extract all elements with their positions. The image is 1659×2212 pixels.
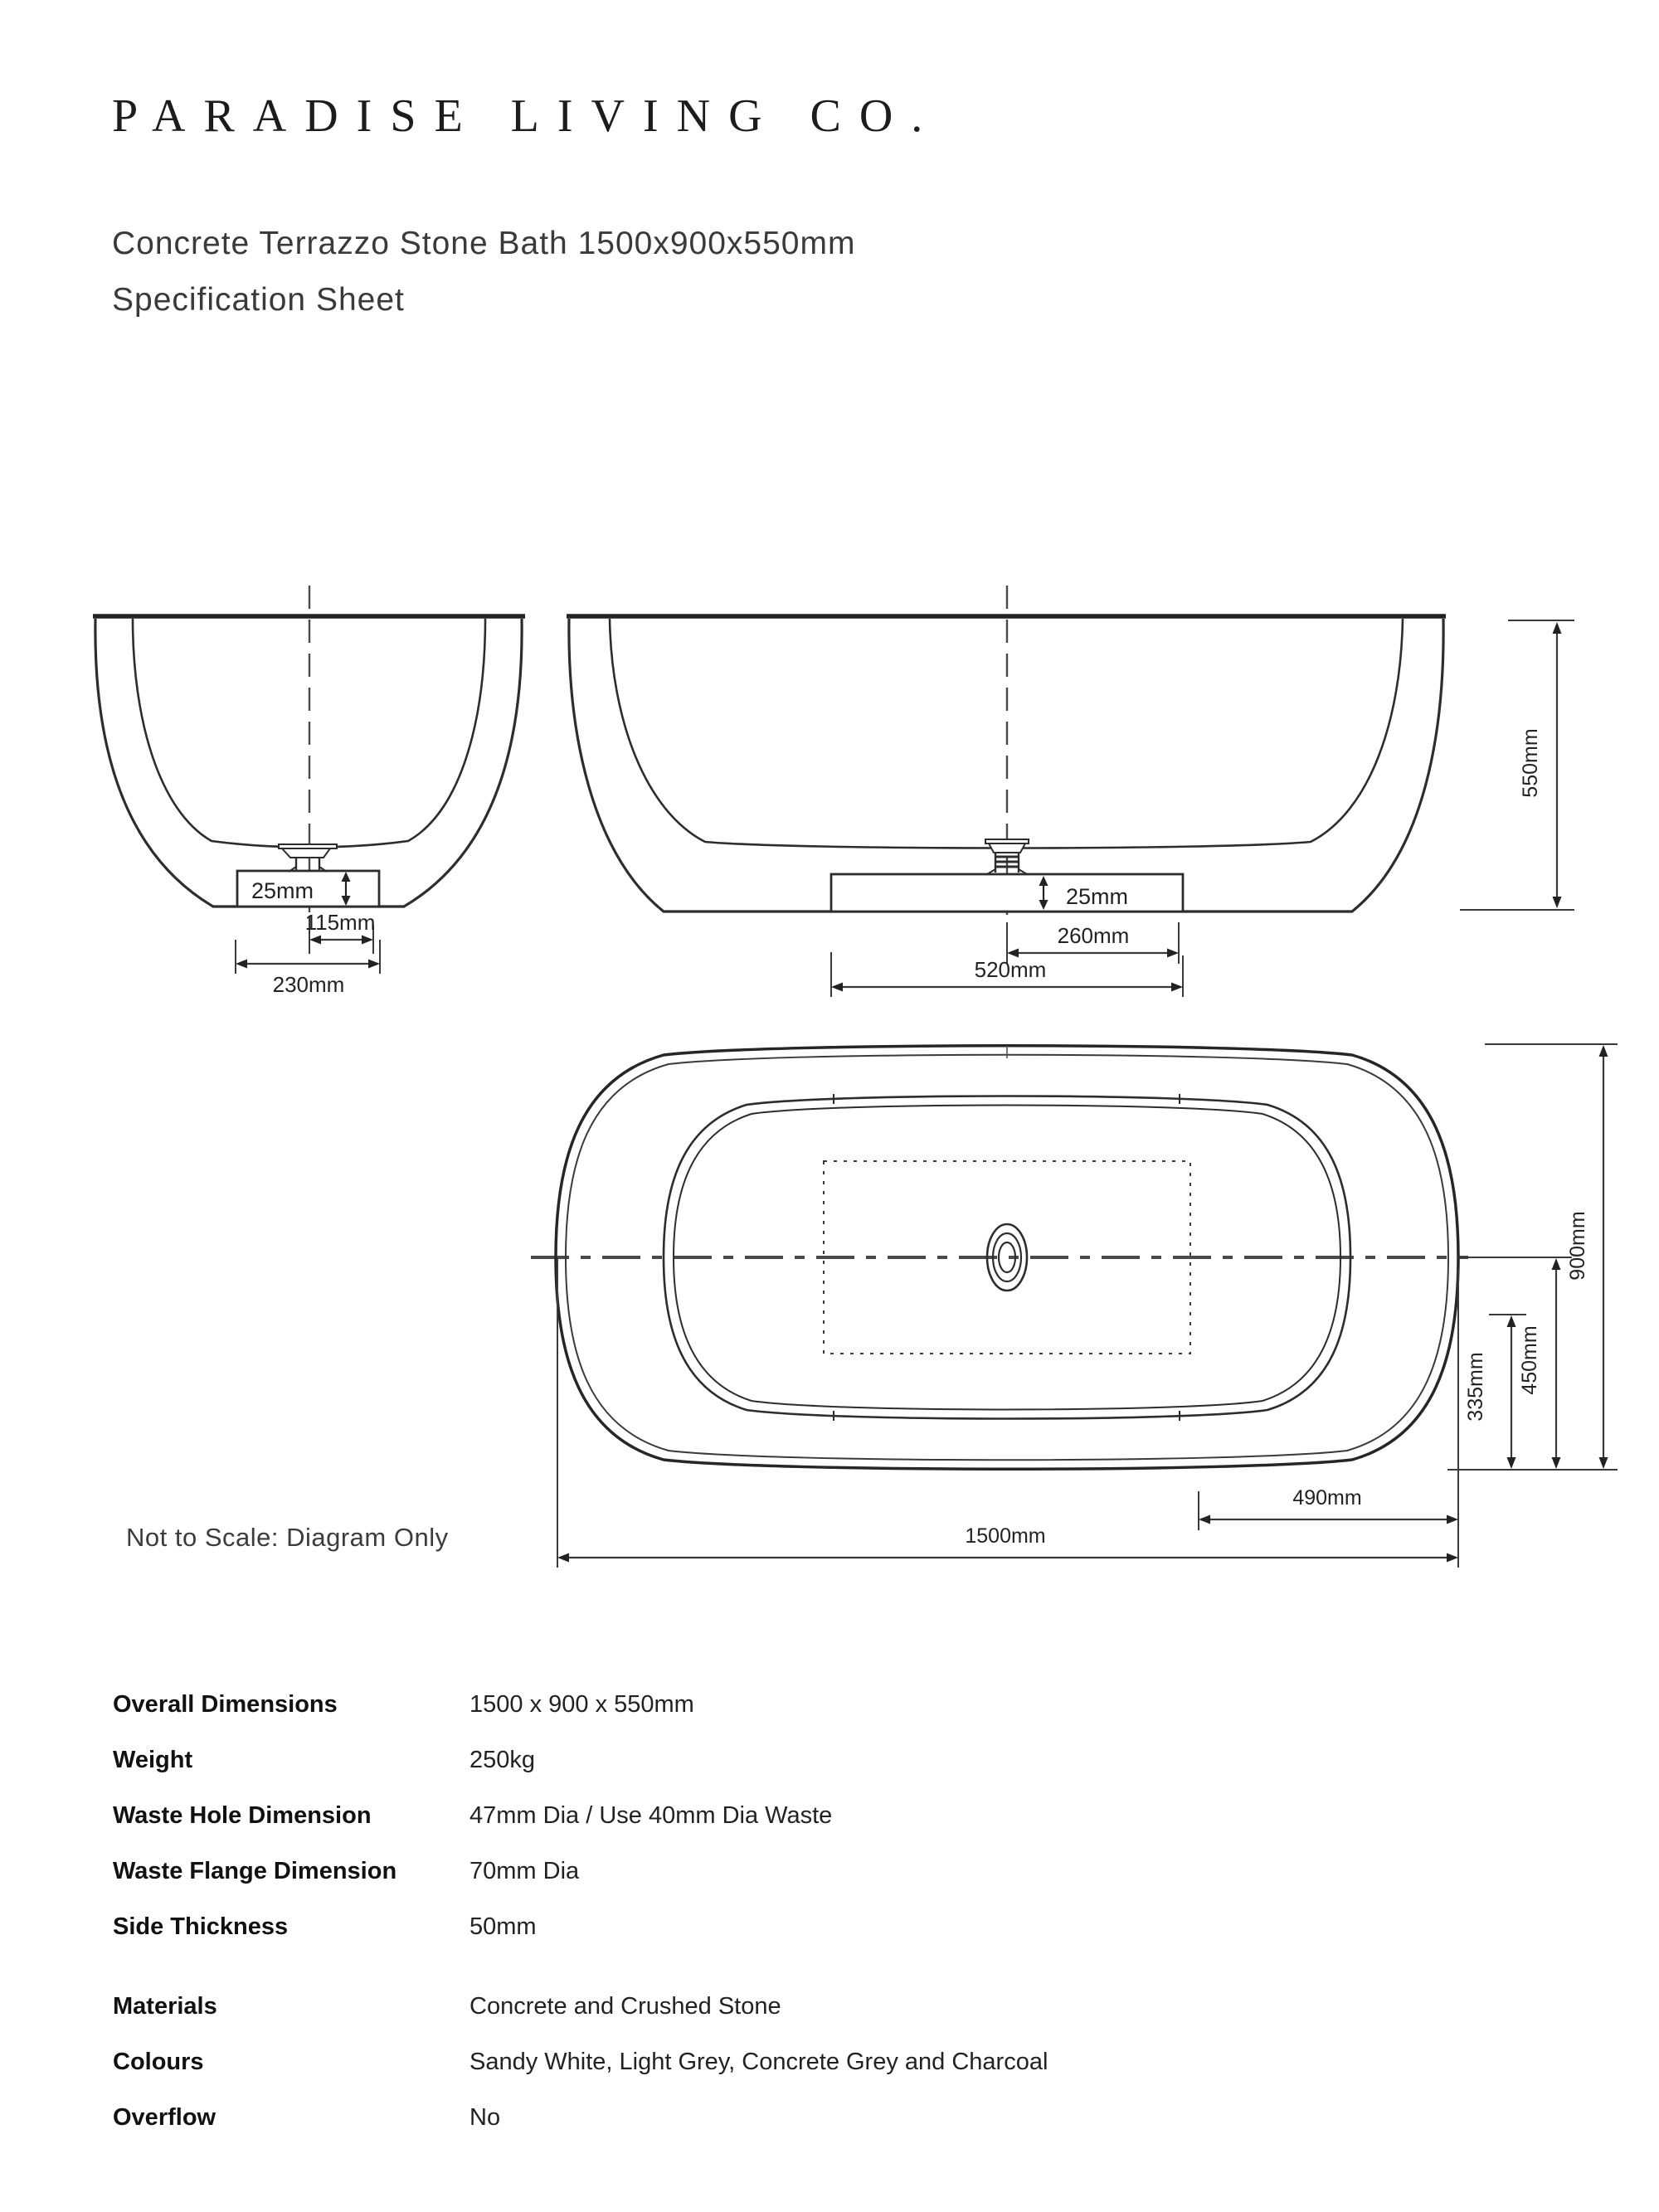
spec-row-weight [113,1733,1357,1788]
side-view-plinth [831,874,1183,912]
spec-label: Materials [113,1993,217,2020]
side-view-plinth-width-label: 520mm [974,957,1047,982]
end-view-waste-offset-dim [305,910,376,954]
end-view-waste-drain [279,844,337,872]
spec-value: 47mm Dia / Use 40mm Dia Waste [469,1802,833,1829]
spec-row-colours [113,2035,1357,2090]
plan-view-length-dim [557,1257,1458,1568]
spec-label: Weight [113,1747,193,1773]
sheet-title: Specification Sheet [112,282,405,318]
end-view-waste-offset-label: 115mm [304,910,376,935]
spec-label: Colours [113,2049,204,2075]
spec-table [113,1677,1357,2146]
side-view-waste-offset-label: 260mm [1057,923,1130,948]
spec-label: Overall Dimensions [113,1691,338,1718]
spec-label: Side Thickness [113,1913,289,1940]
product-title: Concrete Terrazzo Stone Bath 1500x900x550mm [112,226,856,261]
spec-value: No [469,2104,501,2131]
side-view-height-dim [1460,620,1574,910]
end-view-plinth-width-label: 230mm [272,972,345,997]
spec-row-overflow [113,2090,1357,2146]
end-view-plinth-height-label: 25mm [251,878,314,903]
side-view [567,586,1574,997]
spec-label: Waste Hole Dimension [113,1802,372,1829]
spec-value: Sandy White, Light Grey, Concrete Grey and Charcoal [469,2049,1048,2075]
end-view-plinth-width-dim [236,940,380,997]
plan-view-waste-edge-dim [1464,1315,1526,1469]
plan-view-width-label: 900mm [1566,1211,1589,1281]
spec-row-waste-hole [113,1788,1357,1844]
side-view-plinth-width-dim [831,952,1183,997]
end-view [93,586,525,997]
spec-label: Waste Flange Dimension [113,1858,397,1884]
brand-logo: PARADISE LIVING CO. [112,90,941,142]
spec-row-overall-dimensions [113,1677,1357,1733]
spec-value: Concrete and Crushed Stone [469,1993,781,2020]
plan-view-end-to-waste-label: 490mm [1292,1486,1362,1510]
spec-value: 250kg [469,1747,536,1773]
spec-label: Overflow [113,2104,216,2131]
spec-row-materials [113,1979,1357,2035]
plan-view-length-label: 1500mm [965,1524,1046,1548]
spec-value: 50mm [469,1913,537,1940]
plan-view-end-to-waste-dim [1199,1269,1458,1568]
spec-row-side-thickness [113,1899,1357,1955]
side-view-plinth-height-label: 25mm [1066,884,1129,909]
plan-view [531,1044,1618,1568]
spec-value: 70mm Dia [469,1858,580,1884]
plan-view-waste-drain [987,1224,1027,1291]
side-view-height-label: 550mm [1519,728,1542,798]
scale-note: Not to Scale: Diagram Only [126,1523,449,1552]
plan-view-waste-edge-label: 335mm [1464,1352,1487,1422]
spec-row-waste-flange [113,1844,1357,1899]
spec-value: 1500 x 900 x 550mm [469,1691,694,1718]
plan-view-half-width-label: 450mm [1518,1325,1541,1395]
